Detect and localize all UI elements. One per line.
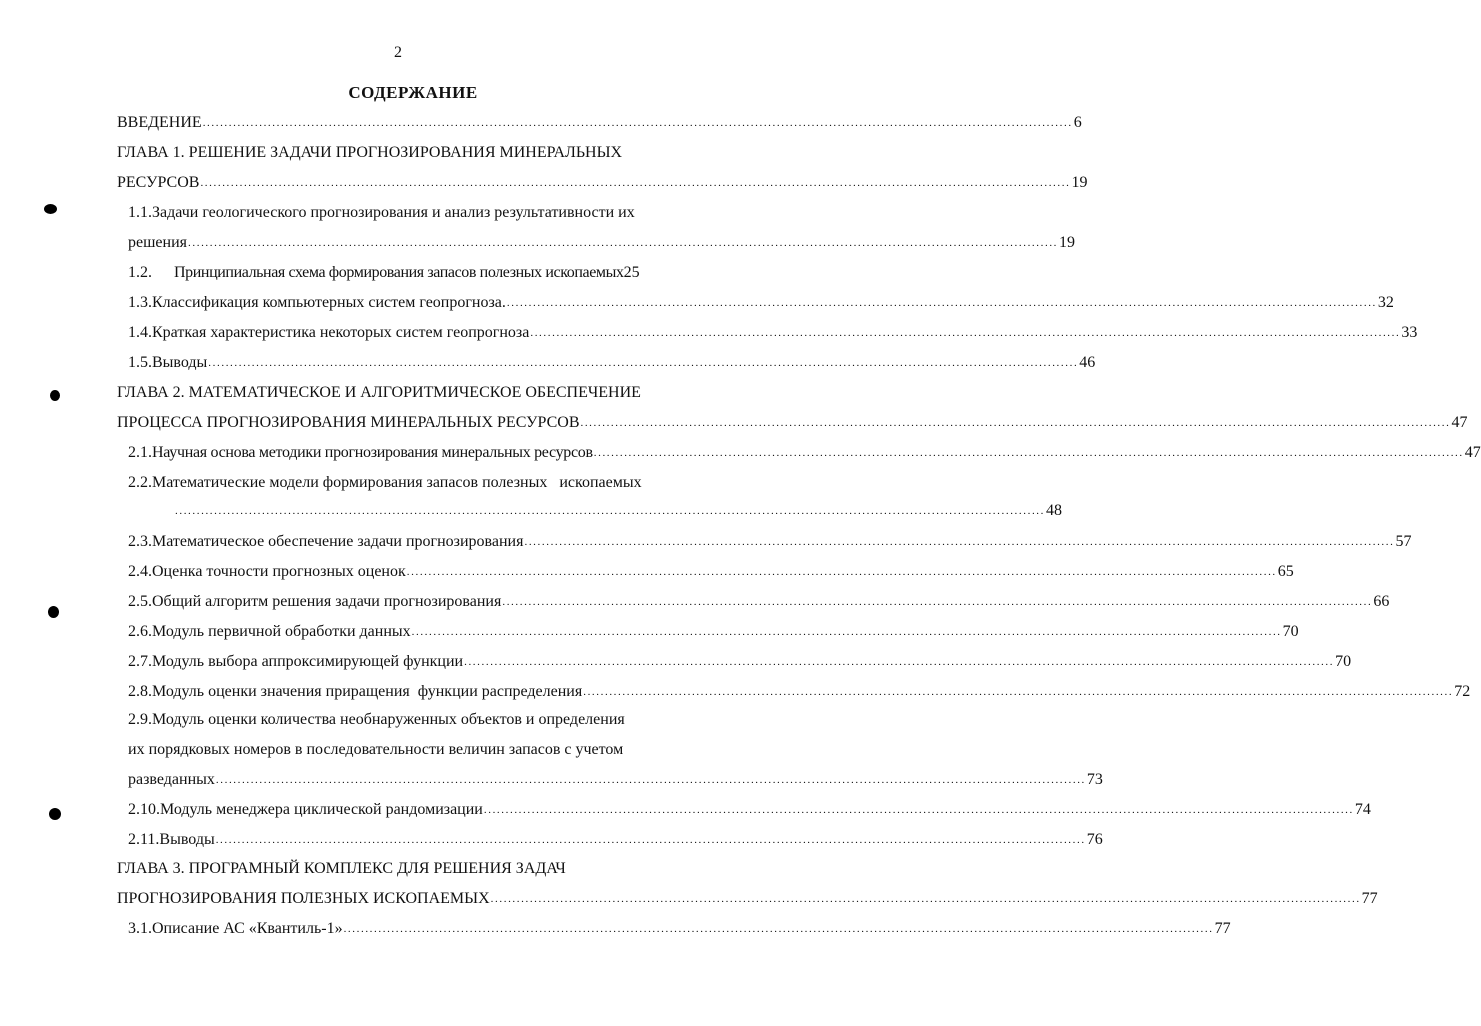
toc-entry-2-5[interactable] — [128, 591, 1390, 613]
toc-entry-text: Модуль оценки значения приращения функции распределения — [152, 683, 583, 700]
toc-section-2-9-title-cont[interactable]: их порядковых номеров в последовательности величин запасов с учетом — [128, 741, 624, 758]
toc-page-number: 6 — [1073, 114, 1082, 131]
toc-entry-text: Модуль оценки количества необнаруженных объектов и определения — [152, 711, 625, 728]
punch-hole-mark — [50, 390, 60, 401]
toc-entry-2-3[interactable] — [128, 531, 1412, 553]
toc-page-number: 46 — [1079, 354, 1096, 371]
toc-entry-text: Оценка точности прогнозных оценок — [152, 563, 406, 580]
toc-entry-2-10[interactable] — [128, 799, 1371, 821]
punch-hole-mark — [48, 606, 59, 618]
toc-page-number: 19 — [1059, 234, 1076, 251]
toc-entry-text: Математические модели формирования запасов полезных ископаемых — [152, 474, 642, 491]
toc-entry-text: Краткая характеристика некоторых систем геопрогноза — [152, 324, 530, 341]
dot-leader: ........................................................................................................................................................................................................ — [202, 117, 1073, 129]
toc-page-number: 72 — [1454, 683, 1471, 700]
toc-entry-text: ВВЕДЕНИЕ — [117, 114, 202, 131]
toc-section-number: 1.1. — [128, 204, 152, 221]
toc-page-number: 77 — [1214, 920, 1231, 937]
toc-section-number: 2.6. — [128, 623, 152, 640]
toc-entry-text: ПРОЦЕССА ПРОГНОЗИРОВАНИЯ МИНЕРАЛЬНЫХ РЕСУРСОВ — [117, 414, 580, 431]
toc-page-number: 47 — [1464, 444, 1481, 461]
dot-leader: ........................................................................................................................................................................................................ — [411, 626, 1282, 638]
toc-page-number: 33 — [1401, 324, 1418, 341]
toc-section-number: 2.7. — [128, 653, 152, 670]
dot-leader: ........................................................................................................................................................................................................ — [208, 357, 1079, 369]
toc-page-number: 66 — [1373, 593, 1390, 610]
toc-entry-2-7[interactable] — [128, 651, 1352, 673]
toc-entry-text: Модуль менеджера циклической рандомизации — [160, 801, 483, 818]
toc-page-number: 76 — [1086, 831, 1103, 848]
toc-entry-1-2[interactable] — [128, 262, 710, 284]
dot-leader: ........................................................................................................................................................................................................ — [530, 327, 1401, 339]
toc-entry-text: Выводы — [159, 831, 215, 848]
toc-entry-2-8[interactable] — [128, 681, 1471, 703]
dot-leader: ........................................................................................................................................................................................................ — [502, 596, 1373, 608]
toc-entry-intro[interactable] — [117, 112, 1082, 134]
toc-page-number: 70 — [1335, 653, 1352, 670]
dot-leader: ........................................................................................................................................................................................................ — [483, 804, 1354, 816]
toc-page-number: 73 — [1086, 771, 1103, 788]
toc-page-number: 19 — [1071, 174, 1088, 191]
page-number: 2 — [394, 44, 402, 61]
toc-entry-2-2[interactable] — [174, 500, 1062, 522]
dot-leader: ........................................................................................................................................................................................................ — [343, 923, 1214, 935]
toc-entry-text: Модуль первичной обработки данных — [152, 623, 411, 640]
toc-section-2-2-title[interactable] — [128, 472, 642, 494]
toc-section-number: 2.10. — [128, 801, 160, 818]
toc-entry-2-4[interactable] — [128, 561, 1294, 583]
toc-entry-chapter-3[interactable] — [117, 888, 1378, 910]
toc-entry-text: Принципиальная схема формирования запасов полезных ископаемых — [174, 264, 624, 281]
toc-entry-text: Общий алгоритм решения задачи прогнозирования — [152, 593, 502, 610]
toc-page-number: 65 — [1277, 563, 1294, 580]
toc-entry-2-9[interactable] — [128, 769, 1103, 791]
toc-entry-2-6[interactable] — [128, 621, 1299, 643]
toc-section-number: 2.8. — [128, 683, 152, 700]
toc-chapter-1-title[interactable]: ГЛАВА 1. РЕШЕНИЕ ЗАДАЧИ ПРОГНОЗИРОВАНИЯ МИНЕРАЛЬНЫХ — [117, 144, 623, 161]
toc-entry-chapter-2[interactable] — [117, 412, 1468, 434]
toc-entry-text: Модуль выбора аппроксимирующей функции — [152, 653, 464, 670]
dot-leader: ........................................................................................................................................................................................................ — [215, 834, 1086, 846]
toc-section-number: 1.5. — [128, 354, 152, 371]
toc-section-number: 2.1. — [128, 444, 152, 461]
toc-chapter-2-title[interactable]: ГЛАВА 2. МАТЕМАТИЧЕСКОЕ И АЛГОРИТМИЧЕСКОЕ ОБЕСПЕЧЕНИЕ — [117, 384, 641, 401]
page-title: СОДЕРЖАНИЕ — [348, 83, 478, 102]
toc-entry-1-4[interactable] — [128, 322, 1418, 344]
toc-entry-text: ПРОГНОЗИРОВАНИЯ ПОЛЕЗНЫХ ИСКОПАЕМЫХ — [117, 890, 490, 907]
dot-leader: ........................................................................................................................................................................................................ — [506, 297, 1377, 309]
toc-entry-2-1[interactable] — [128, 442, 1481, 464]
toc-section-number: 3.1. — [128, 920, 152, 937]
toc-entry-text: Научная основа методики прогнозирования минеральных ресурсов — [152, 444, 593, 461]
toc-page-number: 25 — [623, 264, 640, 281]
toc-entry-text: Выводы — [152, 354, 208, 371]
toc-entry-text: разведанных — [128, 771, 215, 788]
toc-section-number: 2.4. — [128, 563, 152, 580]
toc-entry-chapter-1[interactable] — [117, 172, 1088, 194]
punch-hole-mark — [49, 808, 61, 820]
toc-entry-1-3[interactable] — [128, 292, 1394, 314]
dot-leader: ........................................................................................................................................................................................................ — [490, 893, 1361, 905]
toc-entry-text: Классификация компьютерных систем геопрогноза. — [152, 294, 506, 311]
toc-section-number: 2.3. — [128, 533, 152, 550]
dot-leader: ........................................................................................................................................................................................................ — [464, 656, 1335, 668]
dot-leader: ........................................................................................................................................................................................................ — [524, 536, 1395, 548]
toc-section-number: 1.4. — [128, 324, 152, 341]
toc-entry-text: Задачи геологического прогнозирования и анализ результативности их — [152, 204, 635, 221]
toc-section-2-9-title[interactable] — [128, 709, 625, 731]
toc-entry-1-1[interactable] — [128, 232, 1076, 254]
dot-leader: ........................................................................................................................................................................................................ — [583, 686, 1454, 698]
toc-page-number: 77 — [1361, 890, 1378, 907]
dot-leader: ........................................................................................................................................................................................................ — [175, 505, 1045, 517]
toc-page-number: 32 — [1377, 294, 1394, 311]
toc-page-number: 57 — [1395, 533, 1412, 550]
dot-leader: ........................................................................................................................................................................................................ — [200, 177, 1071, 189]
toc-section-number: 2.9. — [128, 711, 152, 728]
toc-entry-text: Описание АС «Квантиль-1» — [152, 920, 343, 937]
toc-section-number: 1.3. — [128, 294, 152, 311]
toc-section-number: 1.2. — [128, 264, 152, 281]
toc-entry-text: Математическое обеспечение задачи прогнозирования — [152, 533, 524, 550]
dot-leader: ........................................................................................................................................................................................................ — [580, 417, 1451, 429]
toc-section-number: 2.5. — [128, 593, 152, 610]
toc-entry-2-11[interactable] — [128, 829, 1103, 851]
toc-entry-3-1[interactable] — [128, 918, 1231, 940]
toc-chapter-3-title[interactable]: ГЛАВА 3. ПРОГРАМНЫЙ КОМПЛЕКС ДЛЯ РЕШЕНИЯ ЗАДАЧ — [117, 860, 566, 877]
toc-section-1-1-title[interactable] — [128, 202, 635, 224]
toc-page-number: 47 — [1451, 414, 1468, 431]
dot-leader: ........................................................................................................................................................................................................ — [406, 566, 1277, 578]
toc-entry-text: РЕСУРСОВ — [117, 174, 200, 191]
dot-leader: ........................................................................................................................................................................................................ — [215, 774, 1086, 786]
dot-leader: ........................................................................................................................................................................................................ — [188, 237, 1059, 249]
toc-entry-1-5[interactable] — [128, 352, 1096, 374]
toc-section-number: 2.2. — [128, 474, 152, 491]
dot-leader: ........................................................................................................................................................................................................ — [593, 447, 1464, 459]
toc-page-number: 70 — [1282, 623, 1299, 640]
toc-entry-text: решения — [128, 234, 188, 251]
punch-hole-mark — [44, 204, 57, 214]
toc-page-number: 48 — [1046, 502, 1062, 519]
toc-section-number: 2.11. — [128, 831, 160, 848]
toc-page-number: 74 — [1354, 801, 1371, 818]
